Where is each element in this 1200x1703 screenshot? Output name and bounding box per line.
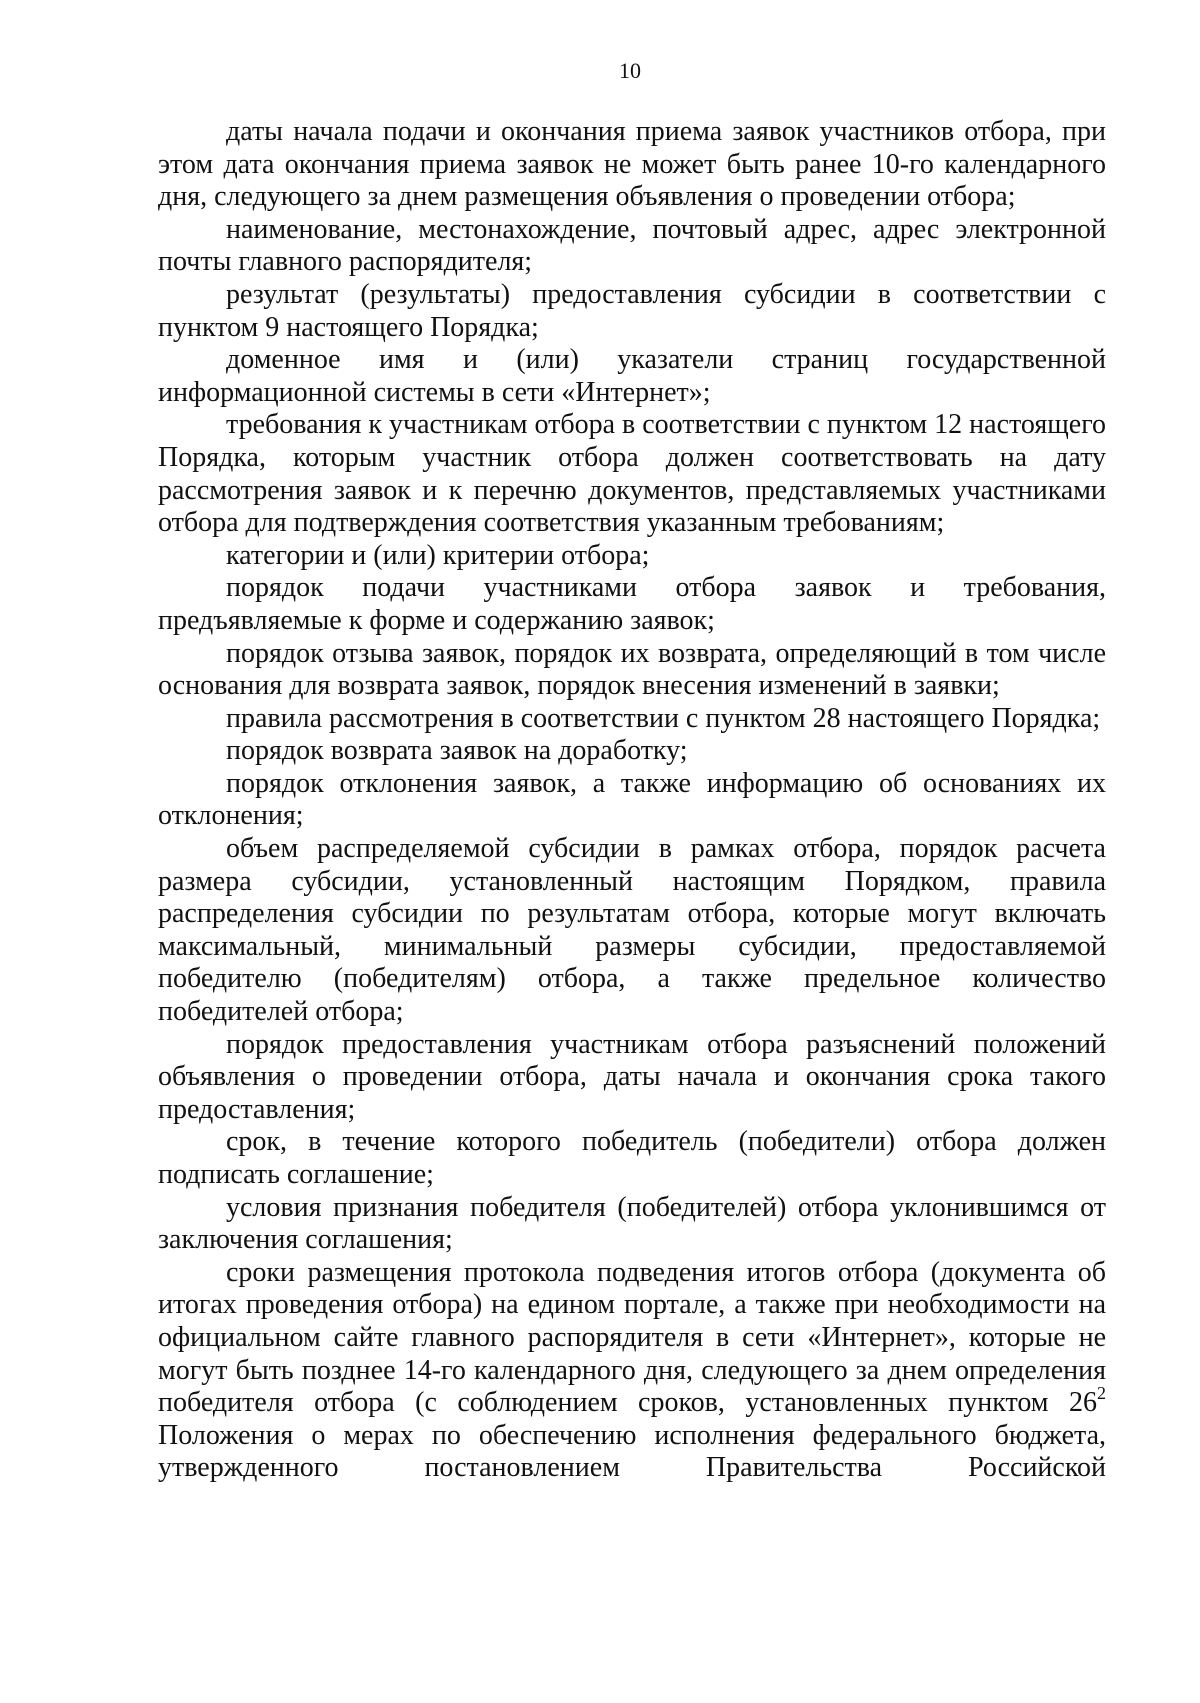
paragraph-clarifications: порядок предоставления участникам отбора разъяснений положений объявления о проведении отбора, даты начала и окончания срока такого предоставления;	[158, 1028, 1106, 1125]
paragraph-protocol-deadlines	[158, 1257, 1106, 1485]
paragraph-distributor-contacts: наименование, местонахождение, почтовый адрес, адрес электронной почты главного распорядителя;	[158, 213, 1106, 278]
paragraph-domain-name: доменное имя и (или) указатели страниц государственной информационной системы в сети «Интернет»;	[158, 344, 1106, 408]
paragraph-agreement-signing: срок, в течение которого победитель (победители) отбора должен подписать соглашение;	[158, 1126, 1106, 1190]
paragraph-participant-requirements: требования к участникам отбора в соответствии с пунктом 12 настоящего Порядка, которым участник отбора должен соответствовать на дату рассмотрения заявок и к перечню документов, представляемых участниками отбора для подтверждения соответствия указанным требованиям;	[158, 409, 1106, 539]
paragraph-review-rules: правила рассмотрения в соответствии с пунктом 28 настоящего Порядка;	[226, 702, 1101, 734]
paragraph-subsidy-volume: объем распределяемой субсидии в рамках отбора, порядок расчета размера субсидии, установленный настоящим Порядком, правила распределения субсидии по результатам отбора, которые могут включать максимальный, минимальный размеры субсидии, предоставляемой победителю (победителям) отбора, а также предельное количество победителей отбора;	[158, 833, 1106, 1028]
protocol-text-after: Положения о мерах по обеспечению исполнения федерального бюджета, утвержденного постановлением Правительства Российской	[158, 1419, 1106, 1484]
paragraph-withdrawal-procedure: порядок отзыва заявок, порядок их возврата, определяющий в том числе основания для возврата заявок, порядок внесения изменений в заявки;	[158, 637, 1106, 702]
paragraph-application-dates: даты начала подачи и окончания приема заявок участников отбора, при этом дата окончания приема заявок не может быть ранее 10-го календарного дня, следующего за днем размещения объявления о проведении отбора;	[158, 116, 1106, 213]
superscript-index: 2	[1097, 1383, 1106, 1404]
paragraph-selection-criteria: категории и (или) критерии отбора;	[226, 539, 650, 571]
document-body	[158, 116, 1106, 1485]
protocol-text-before: сроки размещения протокола подведения итогов отбора (документа об итогах проведения отбора) на едином портале, а также при необходимости на официальном сайте главного распорядителя в сети «Интернет», которые не могут быть позднее 14-го календарного дня, следующего за днем определения победителя отбора (с соблюдением сроков, установленных пунктом 26	[158, 1256, 1106, 1419]
paragraph-rejection-procedure: порядок отклонения заявок, а также информацию об основаниях их отклонения;	[158, 767, 1106, 832]
page-number: 10	[619, 58, 641, 83]
paragraph-application-procedure: порядок подачи участниками отбора заявок и требования, предъявляемые к форме и содержанию заявок;	[158, 572, 1106, 636]
paragraph-evasion-conditions: условия признания победителя (победителей) отбора уклонившимся от заключения соглашения;	[158, 1191, 1106, 1256]
paragraph-subsidy-results: результат (результаты) предоставления субсидии в соответствии с пунктом 9 настоящего Порядка;	[158, 278, 1106, 343]
paragraph-return-for-revision: порядок возврата заявок на доработку;	[226, 735, 688, 767]
